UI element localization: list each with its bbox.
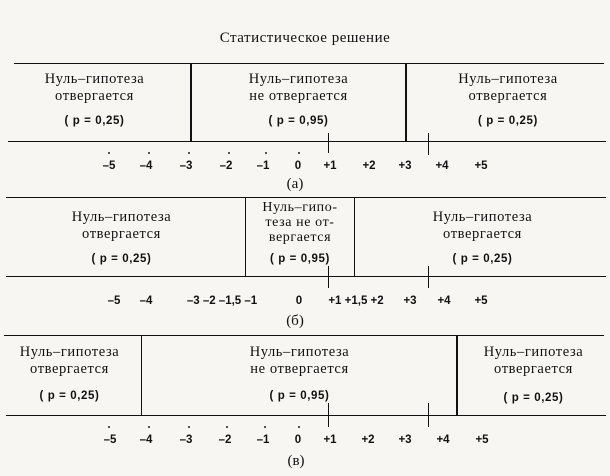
tick-true-mean-c [428, 403, 429, 427]
axis-label: –4 [139, 434, 153, 446]
axis-line-c [6, 415, 606, 416]
axis-label: –1 [256, 160, 270, 172]
label-null-part: Нуль–гипо- [262, 200, 338, 215]
panel-a [0, 63, 610, 193]
tick-true-mean-b [428, 266, 429, 288]
p-value: ( p = 0,25) [39, 390, 100, 402]
region-c-center [141, 335, 458, 415]
label-not-rejected: не отвергается [249, 88, 348, 104]
label-rejected: отвергается [55, 88, 134, 104]
caption-c: (в) [287, 453, 305, 469]
axis-label: +2 [362, 160, 376, 172]
region-b-left [0, 197, 246, 276]
axis-line-a [8, 141, 606, 142]
tick-sample-mean-a [328, 133, 329, 153]
tick-dot [108, 426, 110, 428]
axis-label: +1 +1,5 +2 [328, 295, 384, 307]
label-rejected: отвергается [30, 361, 109, 377]
diagram-title: Статистическое решение [219, 30, 391, 46]
axis-label: –5 [107, 295, 121, 307]
axis-label: 0 [294, 160, 302, 172]
axis-line-b [6, 276, 606, 277]
caption-b: (б) [286, 313, 304, 329]
label-null: Нуль–гипотеза [71, 209, 172, 225]
p-value: ( p = 0,95) [268, 115, 329, 127]
label-rejected: отвергается [468, 88, 548, 104]
label-null: Нуль–гипотеза [249, 344, 350, 360]
tick-dot [298, 426, 300, 428]
tick-dot [264, 426, 266, 428]
tick-sample-mean-b [328, 266, 329, 288]
axis-label: +4 [436, 434, 450, 446]
axis-label: –5 [103, 434, 117, 446]
axis-label: +4 [437, 295, 451, 307]
panel-b [0, 197, 610, 327]
tick-true-mean-a [428, 133, 429, 155]
tick-dot [226, 426, 228, 428]
axis-label: 0 [295, 295, 303, 307]
axis-label: –2 [218, 434, 232, 446]
tick-dot [188, 152, 190, 154]
axis-label: +2 [361, 434, 375, 446]
region-a-right [405, 63, 610, 141]
label-null: Нуль–гипотеза [458, 71, 558, 87]
p-value: ( p = 0,25) [452, 253, 513, 265]
region-b-right [354, 197, 610, 276]
axis-label: +3 [398, 434, 412, 446]
axis-label: +5 [474, 160, 488, 172]
axis-label: –1 [256, 434, 270, 446]
axis-label: +5 [475, 434, 489, 446]
tick-dot [188, 426, 190, 428]
region-c-left [0, 335, 142, 415]
label-rejected: отвергается [82, 226, 161, 242]
tick-dot [148, 152, 150, 154]
label-rejected: отвергается [494, 361, 573, 377]
axis-label: –4 [139, 160, 153, 172]
axis-label: –3 –2 –1,5 –1 [186, 295, 258, 307]
axis-label: –4 [139, 295, 153, 307]
label-null: Нуль–гипотеза [248, 71, 349, 87]
p-value: ( p = 0,25) [503, 392, 564, 404]
tick-dot [148, 426, 150, 428]
label-not-rejected: не отвергается [250, 361, 349, 377]
p-value: ( p = 0,25) [64, 115, 125, 127]
p-value: ( p = 0,25) [91, 253, 152, 265]
axis-label: –2 [219, 160, 233, 172]
tick-sample-mean-c [328, 403, 329, 427]
region-a-center [190, 63, 407, 141]
axis-label: +3 [398, 160, 412, 172]
region-b-center [245, 197, 355, 276]
tick-dot [108, 152, 110, 154]
label-null: Нуль–гипотеза [432, 209, 533, 225]
label-not-rejected-part: вергается [268, 230, 332, 245]
tick-dot [265, 152, 267, 154]
axis-label: +1 [323, 160, 337, 172]
label-null: Нуль–гипотеза [44, 71, 145, 87]
region-a-left [0, 63, 192, 141]
tick-dot [298, 152, 300, 154]
label-rejected: отвергается [443, 226, 522, 242]
caption-a: (а) [286, 176, 304, 192]
axis-label: +5 [474, 295, 488, 307]
axis-label: –5 [102, 160, 116, 172]
axis-label: –3 [179, 434, 193, 446]
axis-label: +1 [323, 434, 337, 446]
tick-dot [228, 152, 230, 154]
p-value: ( p = 0,95) [269, 390, 330, 402]
p-value: ( p = 0,95) [270, 253, 330, 265]
label-null: Нуль–гипотеза [19, 344, 120, 360]
axis-label: –3 [179, 160, 193, 172]
axis-label: +4 [435, 160, 449, 172]
region-c-right [456, 335, 610, 415]
label-null: Нуль–гипотеза [483, 344, 584, 360]
axis-label: 0 [294, 434, 302, 446]
p-value: ( p = 0,25) [478, 115, 538, 127]
axis-label: +3 [403, 295, 417, 307]
panel-c [0, 335, 610, 475]
label-not-rejected-part: теза не от- [265, 215, 335, 230]
